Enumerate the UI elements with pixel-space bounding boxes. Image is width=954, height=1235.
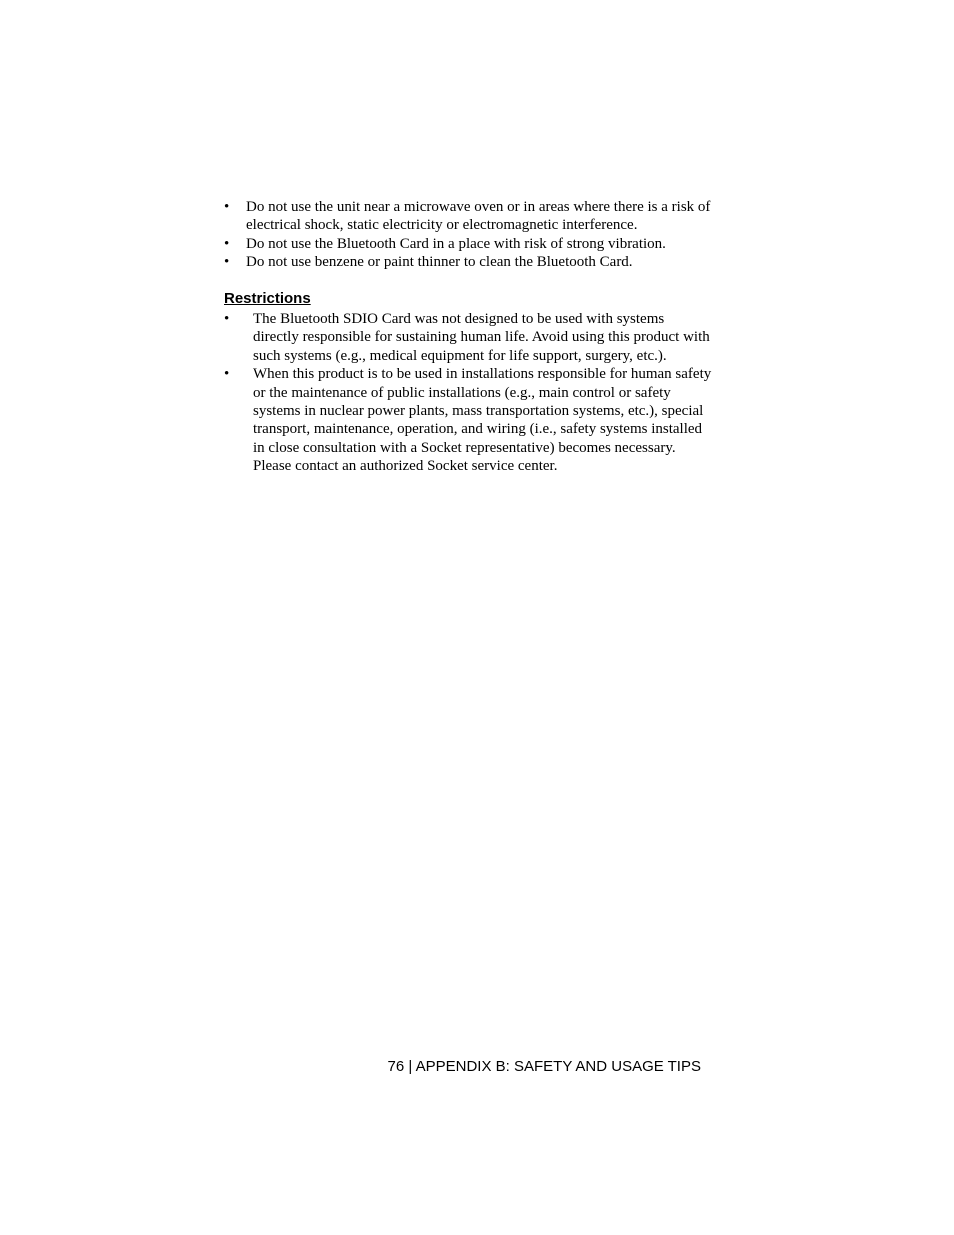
- list-item: [224, 310, 713, 365]
- bullet-icon: •: [224, 235, 230, 252]
- list-item-text: Do not use the Bluetooth Card in a place with risk of strong vibration.: [246, 235, 666, 252]
- bullet-icon: •: [224, 254, 230, 271]
- bullet-icon: •: [224, 366, 230, 383]
- list-item-text: When this product is to be used in installations responsible for human safety or the maintenance of public installations (e.g., main control or safety systems in nuclear power plants, mass transportation systems, etc.), special transport, maintenance, operation, and wiring (i.e., safety systems installed in close consultation with a Socket representative) becomes necessary. Please contact an authorized Socket service center.: [253, 366, 712, 475]
- list-item-text: The Bluetooth SDIO Card was not designed to be used with systems directly responsible for sustaining human life. Avoid using this product with such systems (e.g., medical equipment for life support, surgery, etc.).: [253, 311, 710, 364]
- list-item: [224, 235, 716, 253]
- bullet-icon: •: [224, 199, 230, 215]
- list-item: [224, 365, 713, 475]
- restrictions-list: [224, 310, 713, 476]
- safety-tips-list: [224, 198, 716, 272]
- list-item: [224, 198, 716, 235]
- list-item: [224, 253, 716, 271]
- list-item-text: Do not use benzene or paint thinner to clean the Bluetooth Card.: [246, 254, 633, 271]
- list-item-text: Do not use the unit near a microwave oven or in areas where there is a risk of electrical shock, static electricity or electromagnetic interference.: [246, 199, 711, 234]
- bullet-icon: •: [224, 311, 230, 327]
- page-footer: 76 | APPENDIX B: SAFETY AND USAGE TIPS: [387, 1058, 701, 1075]
- restrictions-heading: Restrictions: [224, 290, 311, 307]
